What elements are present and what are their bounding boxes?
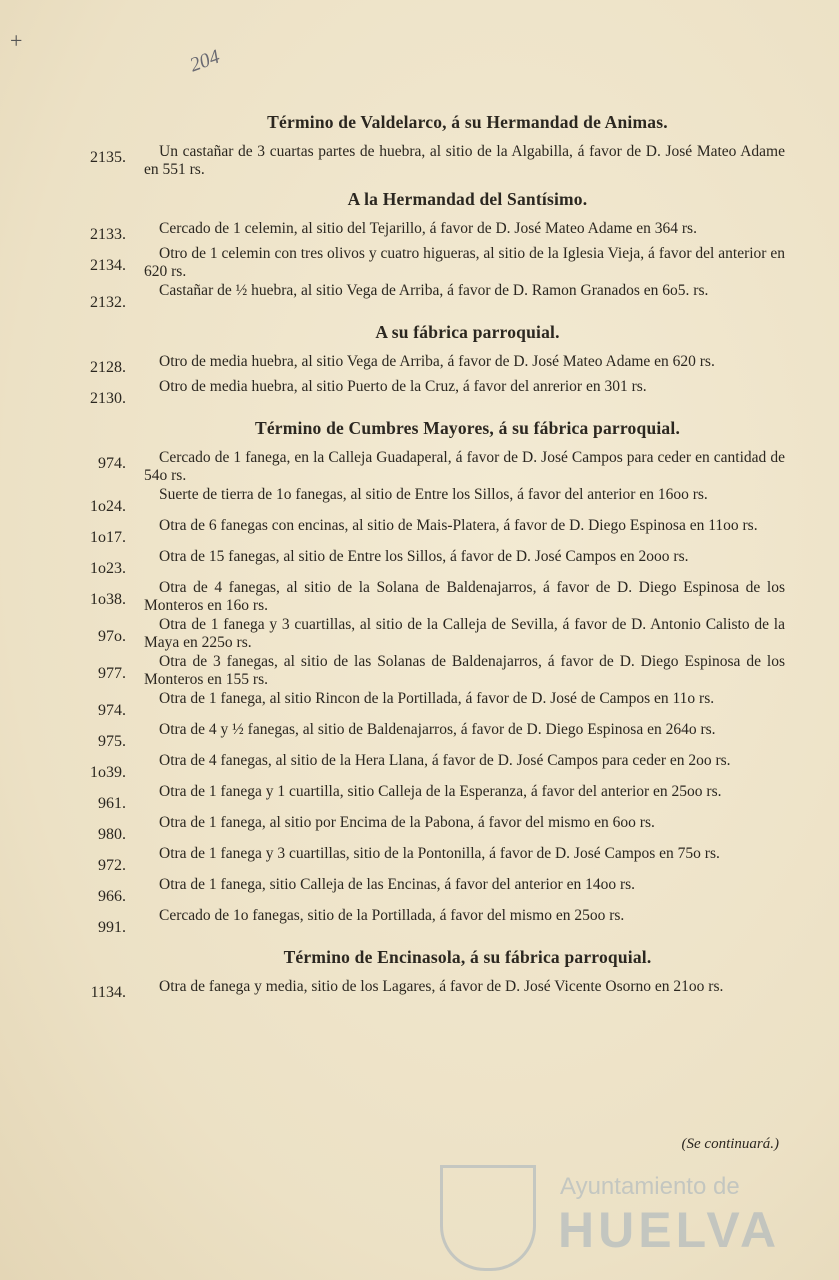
entry-text: Cercado de 1o fanegas, sitio de la Portillada, á favor del mismo en 25oo rs. bbox=[159, 907, 625, 924]
entry-number: 975. bbox=[98, 733, 126, 750]
entry-row bbox=[40, 449, 785, 485]
handwritten-page-number: 204 bbox=[186, 45, 223, 77]
entry-row bbox=[40, 579, 785, 615]
entry-number: 966. bbox=[98, 888, 126, 905]
entry-number: 2128. bbox=[90, 359, 126, 376]
section-heading: Término de Cumbres Mayores, á su fábrica parroquial. bbox=[254, 418, 681, 438]
entry-text: Un castañar de 3 cuartas partes de huebra, al sitio de la Algabilla, á favor de D. José Mateo Adame en 551 rs. bbox=[144, 143, 785, 178]
entry-text: Otra de 4 fanegas, al sitio de la Solana de Baldenajarros, á favor de D. Diego Espinosa de los Monteros en 16o rs. bbox=[144, 579, 785, 614]
entry-row bbox=[40, 245, 785, 281]
archive-watermark bbox=[430, 1165, 781, 1270]
entry-text: Otra de fanega y media, sitio de los Lagares, á favor de D. José Vicente Osorno en 21oo rs. bbox=[159, 978, 724, 995]
entry-text: Otra de 4 y ½ fanegas, al sitio de Baldenajarros, á favor de D. Diego Espinosa en 264o rs. bbox=[159, 721, 716, 738]
section-heading: A su fábrica parroquial. bbox=[375, 322, 560, 342]
entry-row bbox=[40, 907, 785, 937]
entry-row bbox=[40, 653, 785, 689]
entry-number: 977. bbox=[98, 665, 126, 682]
section-heading: Término de Valdelarco, á su Hermandad de Animas. bbox=[267, 112, 668, 132]
entry-row bbox=[40, 814, 785, 844]
watermark-line1: Ayuntamiento de bbox=[560, 1173, 740, 1200]
entry-text: Cercado de 1 fanega, en la Calleja Guadaperal, á favor de D. José Campos para ceder en cantidad de 54o rs. bbox=[144, 449, 785, 484]
entry-text: Otra de 1 fanega y 1 cuartilla, sitio Calleja de la Esperanza, á favor del anterior en 25oo rs. bbox=[159, 783, 722, 800]
entry-row bbox=[40, 378, 785, 408]
entry-text: Otra de 6 fanegas con encinas, al sitio de Mais-Platera, á favor de D. Diego Espinosa en 11oo rs. bbox=[159, 517, 758, 534]
entry-text: Otra de 15 fanegas, al sitio de Entre los Sillos, á favor de D. José Campos en 2ooo rs. bbox=[159, 548, 689, 565]
entry-number: 980. bbox=[98, 826, 126, 843]
entry-number: 1o24. bbox=[90, 498, 126, 515]
entry-number: 2134. bbox=[90, 257, 126, 274]
entry-row bbox=[40, 143, 785, 179]
document-body bbox=[40, 108, 785, 1003]
entry-text: Otra de 4 fanegas, al sitio de la Hera Llana, á favor de D. José Campos para ceder en 2oo rs. bbox=[159, 752, 731, 769]
entry-number: 1o39. bbox=[90, 764, 126, 781]
entry-row bbox=[40, 616, 785, 652]
entry-number: 2132. bbox=[90, 294, 126, 311]
entry-text: Suerte de tierra de 1o fanegas, al sitio de Entre los Sillos, á favor del anterior en 16oo rs. bbox=[159, 486, 708, 503]
entry-text: Otra de 3 fanegas, al sitio de las Solanas de Baldenajarros, á favor de D. Diego Espinosa de los Monteros en 155 rs. bbox=[144, 653, 785, 688]
entry-row bbox=[40, 486, 785, 516]
entry-text: Otro de media huebra, al sitio Puerto de la Cruz, á favor del anrerior en 301 rs. bbox=[159, 378, 647, 395]
margin-mark: + bbox=[10, 28, 23, 53]
entry-number: 1o38. bbox=[90, 591, 126, 608]
entry-number: 2130. bbox=[90, 390, 126, 407]
entry-text: Otra de 1 fanega y 3 cuartillas, sitio de la Pontonilla, á favor de D. José Campos en 75o rs. bbox=[159, 845, 720, 862]
section-heading: A la Hermandad del Santísimo. bbox=[347, 189, 588, 209]
watermark-line2: HUELVA bbox=[558, 1202, 781, 1258]
entry-row bbox=[40, 353, 785, 377]
entry-text: Cercado de 1 celemin, al sitio del Tejarillo, á favor de D. José Mateo Adame en 364 rs. bbox=[159, 220, 697, 237]
entry-text: Castañar de ½ huebra, al sitio Vega de Arriba, á favor de D. Ramon Granados en 6o5. rs. bbox=[159, 282, 709, 299]
entry-text: Otra de 1 fanega, al sitio Rincon de la Portillada, á favor de D. José de Campos en 11o rs. bbox=[159, 690, 715, 707]
entry-text: Otro de media huebra, al sitio Vega de Arriba, á favor de D. José Mateo Adame en 620 rs. bbox=[159, 353, 715, 370]
entry-row bbox=[40, 783, 785, 813]
entry-number: 1o17. bbox=[90, 529, 126, 546]
entry-number: 97o. bbox=[98, 628, 126, 645]
entry-number: 972. bbox=[98, 857, 126, 874]
entry-text: Otro de 1 celemin con tres olivos y cuatro higueras, al sitio de la Iglesia Vieja, á favor del anterior en 620 rs. bbox=[144, 245, 785, 280]
entry-row bbox=[40, 220, 785, 244]
entry-row bbox=[40, 282, 785, 312]
entry-number: 2135. bbox=[90, 149, 126, 166]
entry-row bbox=[40, 876, 785, 906]
entry-text: Otra de 1 fanega, al sitio por Encima de la Pabona, á favor del mismo en 6oo rs. bbox=[159, 814, 655, 831]
entry-row bbox=[40, 517, 785, 547]
shield-icon bbox=[440, 1165, 536, 1271]
entry-row bbox=[40, 721, 785, 751]
entry-number: 974. bbox=[98, 702, 126, 719]
entry-row bbox=[40, 978, 785, 1002]
entry-number: 961. bbox=[98, 795, 126, 812]
entry-number: 1o23. bbox=[90, 560, 126, 577]
entry-number: 991. bbox=[98, 919, 126, 936]
entry-number: 974. bbox=[98, 455, 126, 472]
entry-row bbox=[40, 690, 785, 720]
entry-number: 1134. bbox=[90, 984, 126, 1001]
entry-text: Otra de 1 fanega y 3 cuartillas, al sitio de la Calleja de Sevilla, á favor de D. Antonio Calisto de la Maya en 225o rs. bbox=[144, 616, 785, 651]
entry-number: 2133. bbox=[90, 226, 126, 243]
section-heading: Término de Encinasola, á su fábrica parroquial. bbox=[283, 947, 652, 967]
continuation-note: (Se continuará.) bbox=[681, 1136, 779, 1152]
entry-row bbox=[40, 845, 785, 875]
entry-text: Otra de 1 fanega, sitio Calleja de las Encinas, á favor del anterior en 14oo rs. bbox=[159, 876, 636, 893]
entry-row bbox=[40, 548, 785, 578]
entry-row bbox=[40, 752, 785, 782]
